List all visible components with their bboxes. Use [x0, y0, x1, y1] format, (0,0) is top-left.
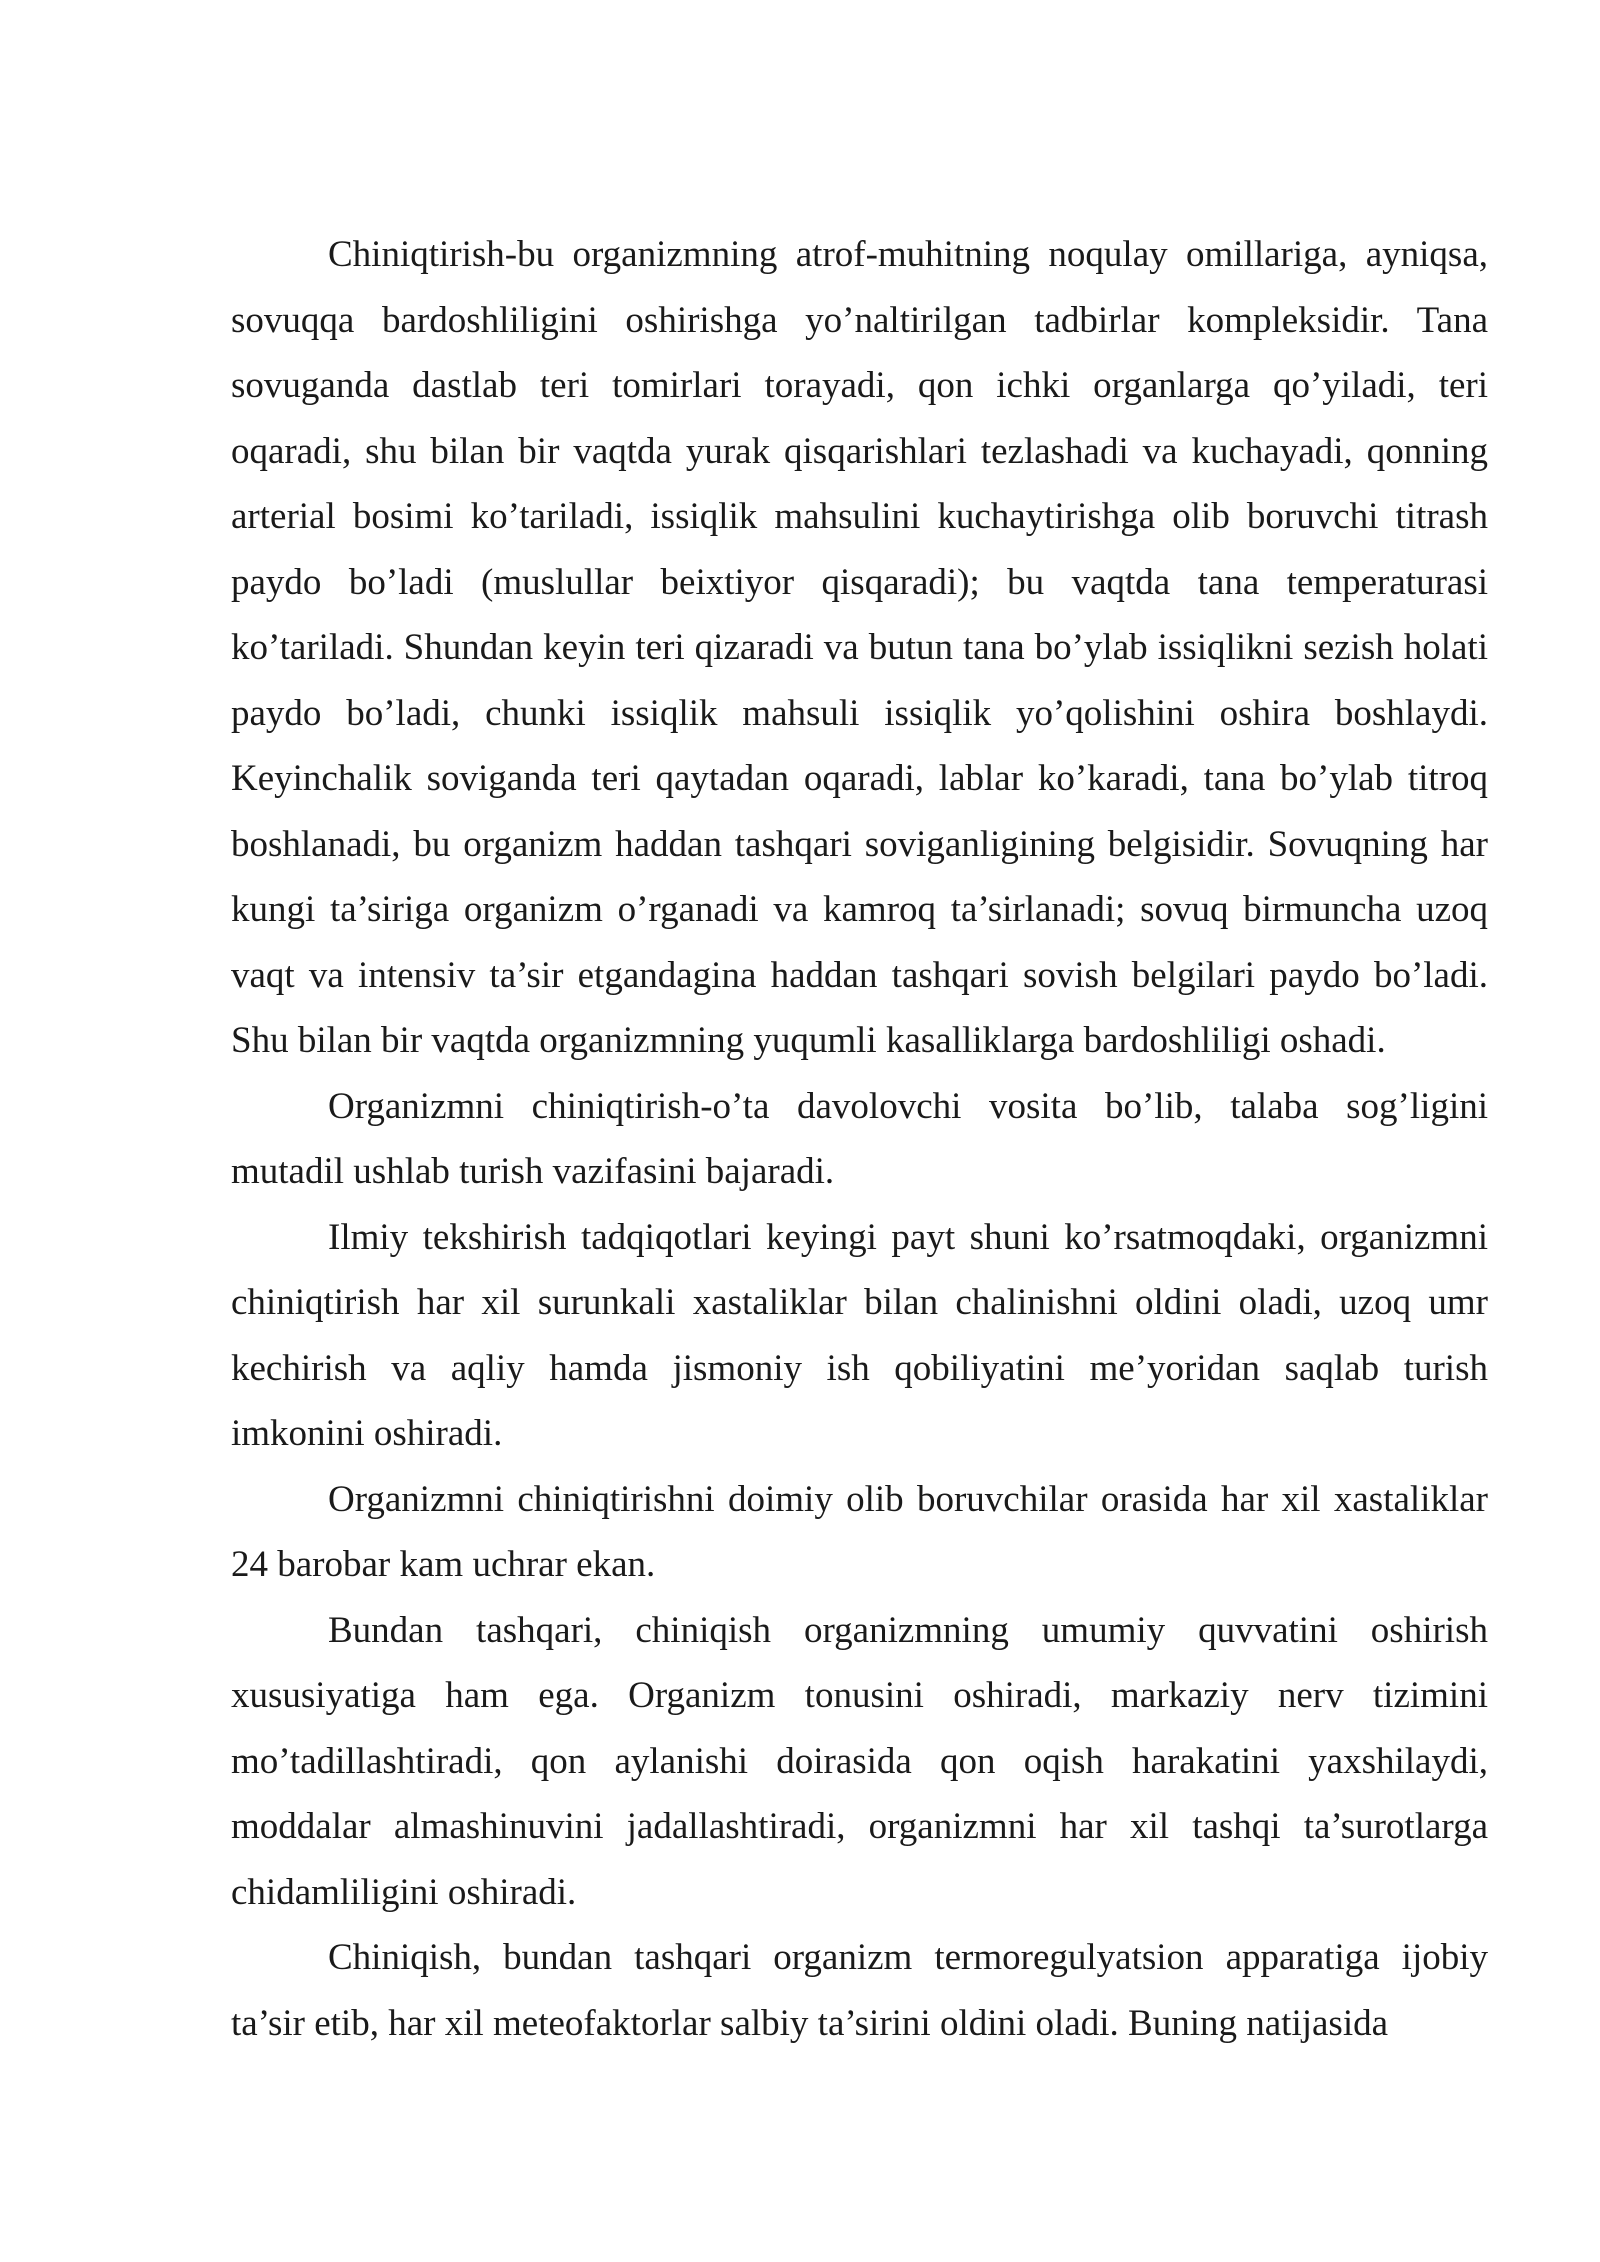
- paragraph: Ilmiy tekshirish tadqiqotlari keyingi payt shuni ko’rsatmoqdaki, organizmni chiniqtirish har xil surunkali xastaliklar bilan chalinishni oldini oladi, uzoq umr kechirish va aqliy hamda jismoniy ish qobiliyatini me’yoridan saqlab turish imkonini oshiradi.: [231, 1216, 1488, 1454]
- paragraph: Organizmni chiniqtirish-o’ta davolovchi vosita bo’lib, talaba sog’ligini mutadil ushlab turish vazifasini bajaradi.: [231, 1085, 1488, 1192]
- paragraph: Chiniqish, bundan tashqari organizm termoregulyatsion apparatiga ijobiy ta’sir etib, har xil meteofaktorlar salbiy ta’sirini oldini oladi. Buning natijasida: [231, 1937, 1488, 2044]
- body-text: [231, 222, 1488, 2056]
- paragraph: Organizmni chiniqtirishni doimiy olib boruvchilar orasida har xil xastaliklar 24 barobar kam uchrar ekan.: [231, 1478, 1488, 1585]
- paragraph: Chiniqtirish-bu organizmning atrof-muhitning noqulay omillariga, ayniqsa, sovuqqa bardoshliligini oshirishga yo’naltirilgan tadbirlar kompleksidir. Tana sovuganda dastlab teri tomirlari torayadi, qon ichki organlarga qo’yiladi, teri oqaradi, shu bilan bir vaqtda yurak qisqarishlari tezlashadi va kuchayadi, qonning arterial bosimi ko’tariladi, issiqlik mahsulini kuchaytirishga olib boruvchi titrash paydo bo’ladi (muslullar beixtiyor qisqaradi); bu vaqtda tana temperaturasi ko’tariladi. Shundan keyin teri qizaradi va butun tana bo’ylab issiqlikni sezish holati paydo bo’ladi, chunki issiqlik mahsuli issiqlik yo’qolishini oshira boshlaydi. Keyinchalik soviganda teri qaytadan oqaradi, lablar ko’karadi, tana bo’ylab titroq boshlanadi, bu organizm haddan tashqari soviganligining belgisidir. Sovuqning har kungi ta’siriga organizm o’rganadi va kamroq ta’sirlanadi; sovuq birmuncha uzoq vaqt va intensiv ta’sir etgandagina haddan tashqari sovish belgilari paydo bo’ladi. Shu bilan bir vaqtda organizmning yuqumli kasalliklarga bardoshliligi oshadi.: [231, 234, 1488, 1061]
- paragraph: Bundan tashqari, chiniqish organizmning umumiy quvvatini oshirish xususiyatiga ham ega. Organizm tonusini oshiradi, markaziy nerv tizimini mo’tadillashtiradi, qon aylanishi doirasida qon oqish harakatini yaxshilaydi, moddalar almashinuvini jadallashtiradi, organizmni har xil tashqi ta’surotlarga chidamliligini oshiradi.: [231, 1609, 1488, 1913]
